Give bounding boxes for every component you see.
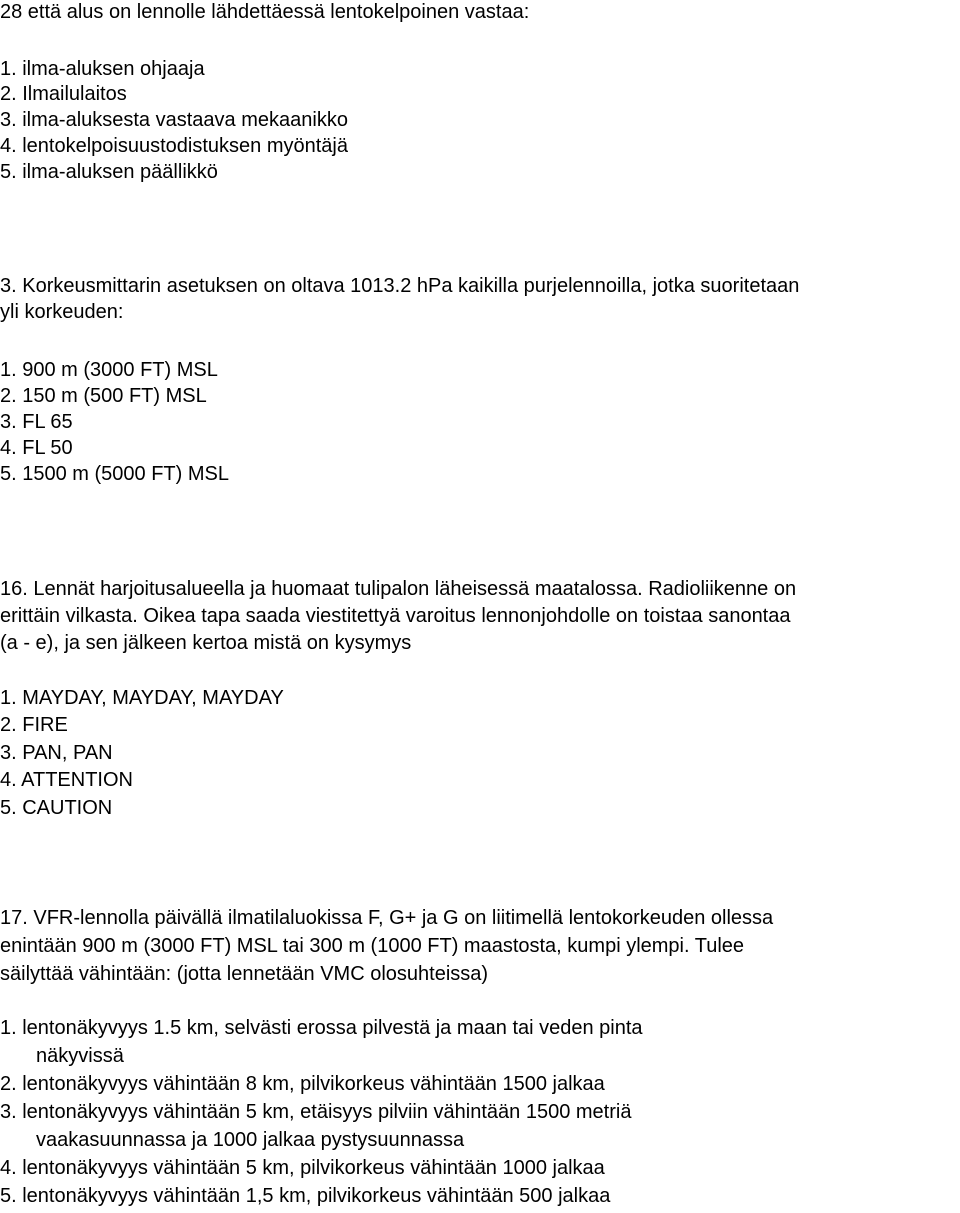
q16-option-1: 1. MAYDAY, MAYDAY, MAYDAY <box>0 687 284 709</box>
q28-option-1: 1. ilma-aluksen ohjaaja <box>0 58 205 80</box>
q17-option-1-continued: näkyvissä <box>36 1045 124 1067</box>
question-3-line-2: yli korkeuden: <box>0 301 124 323</box>
question-16-line-2: erittäin vilkasta. Oikea tapa saada viestitettyä varoitus lennonjohdolle on toistaa sanontaa <box>0 605 791 627</box>
q16-option-4: 4. ATTENTION <box>0 769 133 791</box>
q28-option-2: 2. Ilmailulaitos <box>0 83 127 105</box>
question-17-line-3: säilyttää vähintään: (jotta lennetään VMC olosuhteissa) <box>0 963 489 985</box>
q3-option-5: 5. 1500 m (5000 FT) MSL <box>0 463 229 485</box>
question-16-line-3: (a - e), ja sen jälkeen kertoa mistä on kysymys <box>0 632 412 654</box>
q17-option-1: 1. lentonäkyvyys 1.5 km, selvästi erossa pilvestä ja maan tai veden pinta <box>0 1017 643 1039</box>
q16-option-5: 5. CAUTION <box>0 797 113 819</box>
q3-option-4: 4. FL 50 <box>0 437 73 459</box>
q28-option-4: 4. lentokelpoisuustodistuksen myöntäjä <box>0 135 348 157</box>
q3-option-1: 1. 900 m (3000 FT) MSL <box>0 359 218 381</box>
question-17-line-2: enintään 900 m (3000 FT) MSL tai 300 m (1000 FT) maastosta, kumpi ylempi. Tulee <box>0 935 745 957</box>
question-16-line-1: 16. Lennät harjoitusalueella ja huomaat tulipalon läheisessä maatalossa. Radioliikenne on <box>0 578 797 600</box>
q16-option-2: 2. FIRE <box>0 714 68 736</box>
q28-option-3: 3. ilma-aluksesta vastaava mekaanikko <box>0 109 348 131</box>
question-3-line-1: 3. Korkeusmittarin asetuksen on oltava 1013.2 hPa kaikilla purjelennoilla, jotka suoritetaan <box>0 275 800 297</box>
q17-option-3-continued: vaakasuunnassa ja 1000 jalkaa pystysuunnassa <box>36 1129 465 1151</box>
q28-option-5: 5. ilma-aluksen päällikkö <box>0 161 218 183</box>
q3-option-2: 2. 150 m (500 FT) MSL <box>0 385 207 407</box>
q16-option-3: 3. PAN, PAN <box>0 742 113 764</box>
q3-option-3: 3. FL 65 <box>0 411 73 433</box>
question-17-line-1: 17. VFR-lennolla päivällä ilmatilaluokissa F, G+ ja G on liitimellä lentokorkeuden ollessa <box>0 907 774 929</box>
question-28-text: 28 että alus on lennolle lähdettäessä lentokelpoinen vastaa: <box>0 1 530 23</box>
q17-option-5: 5. lentonäkyvyys vähintään 1,5 km, pilvikorkeus vähintään 500 jalkaa <box>0 1185 611 1207</box>
q17-option-3: 3. lentonäkyvyys vähintään 5 km, etäisyys pilviin vähintään 1500 metriä <box>0 1101 632 1123</box>
q17-option-4: 4. lentonäkyvyys vähintään 5 km, pilvikorkeus vähintään 1000 jalkaa <box>0 1157 605 1179</box>
q17-option-2: 2. lentonäkyvyys vähintään 8 km, pilvikorkeus vähintään 1500 jalkaa <box>0 1073 605 1095</box>
